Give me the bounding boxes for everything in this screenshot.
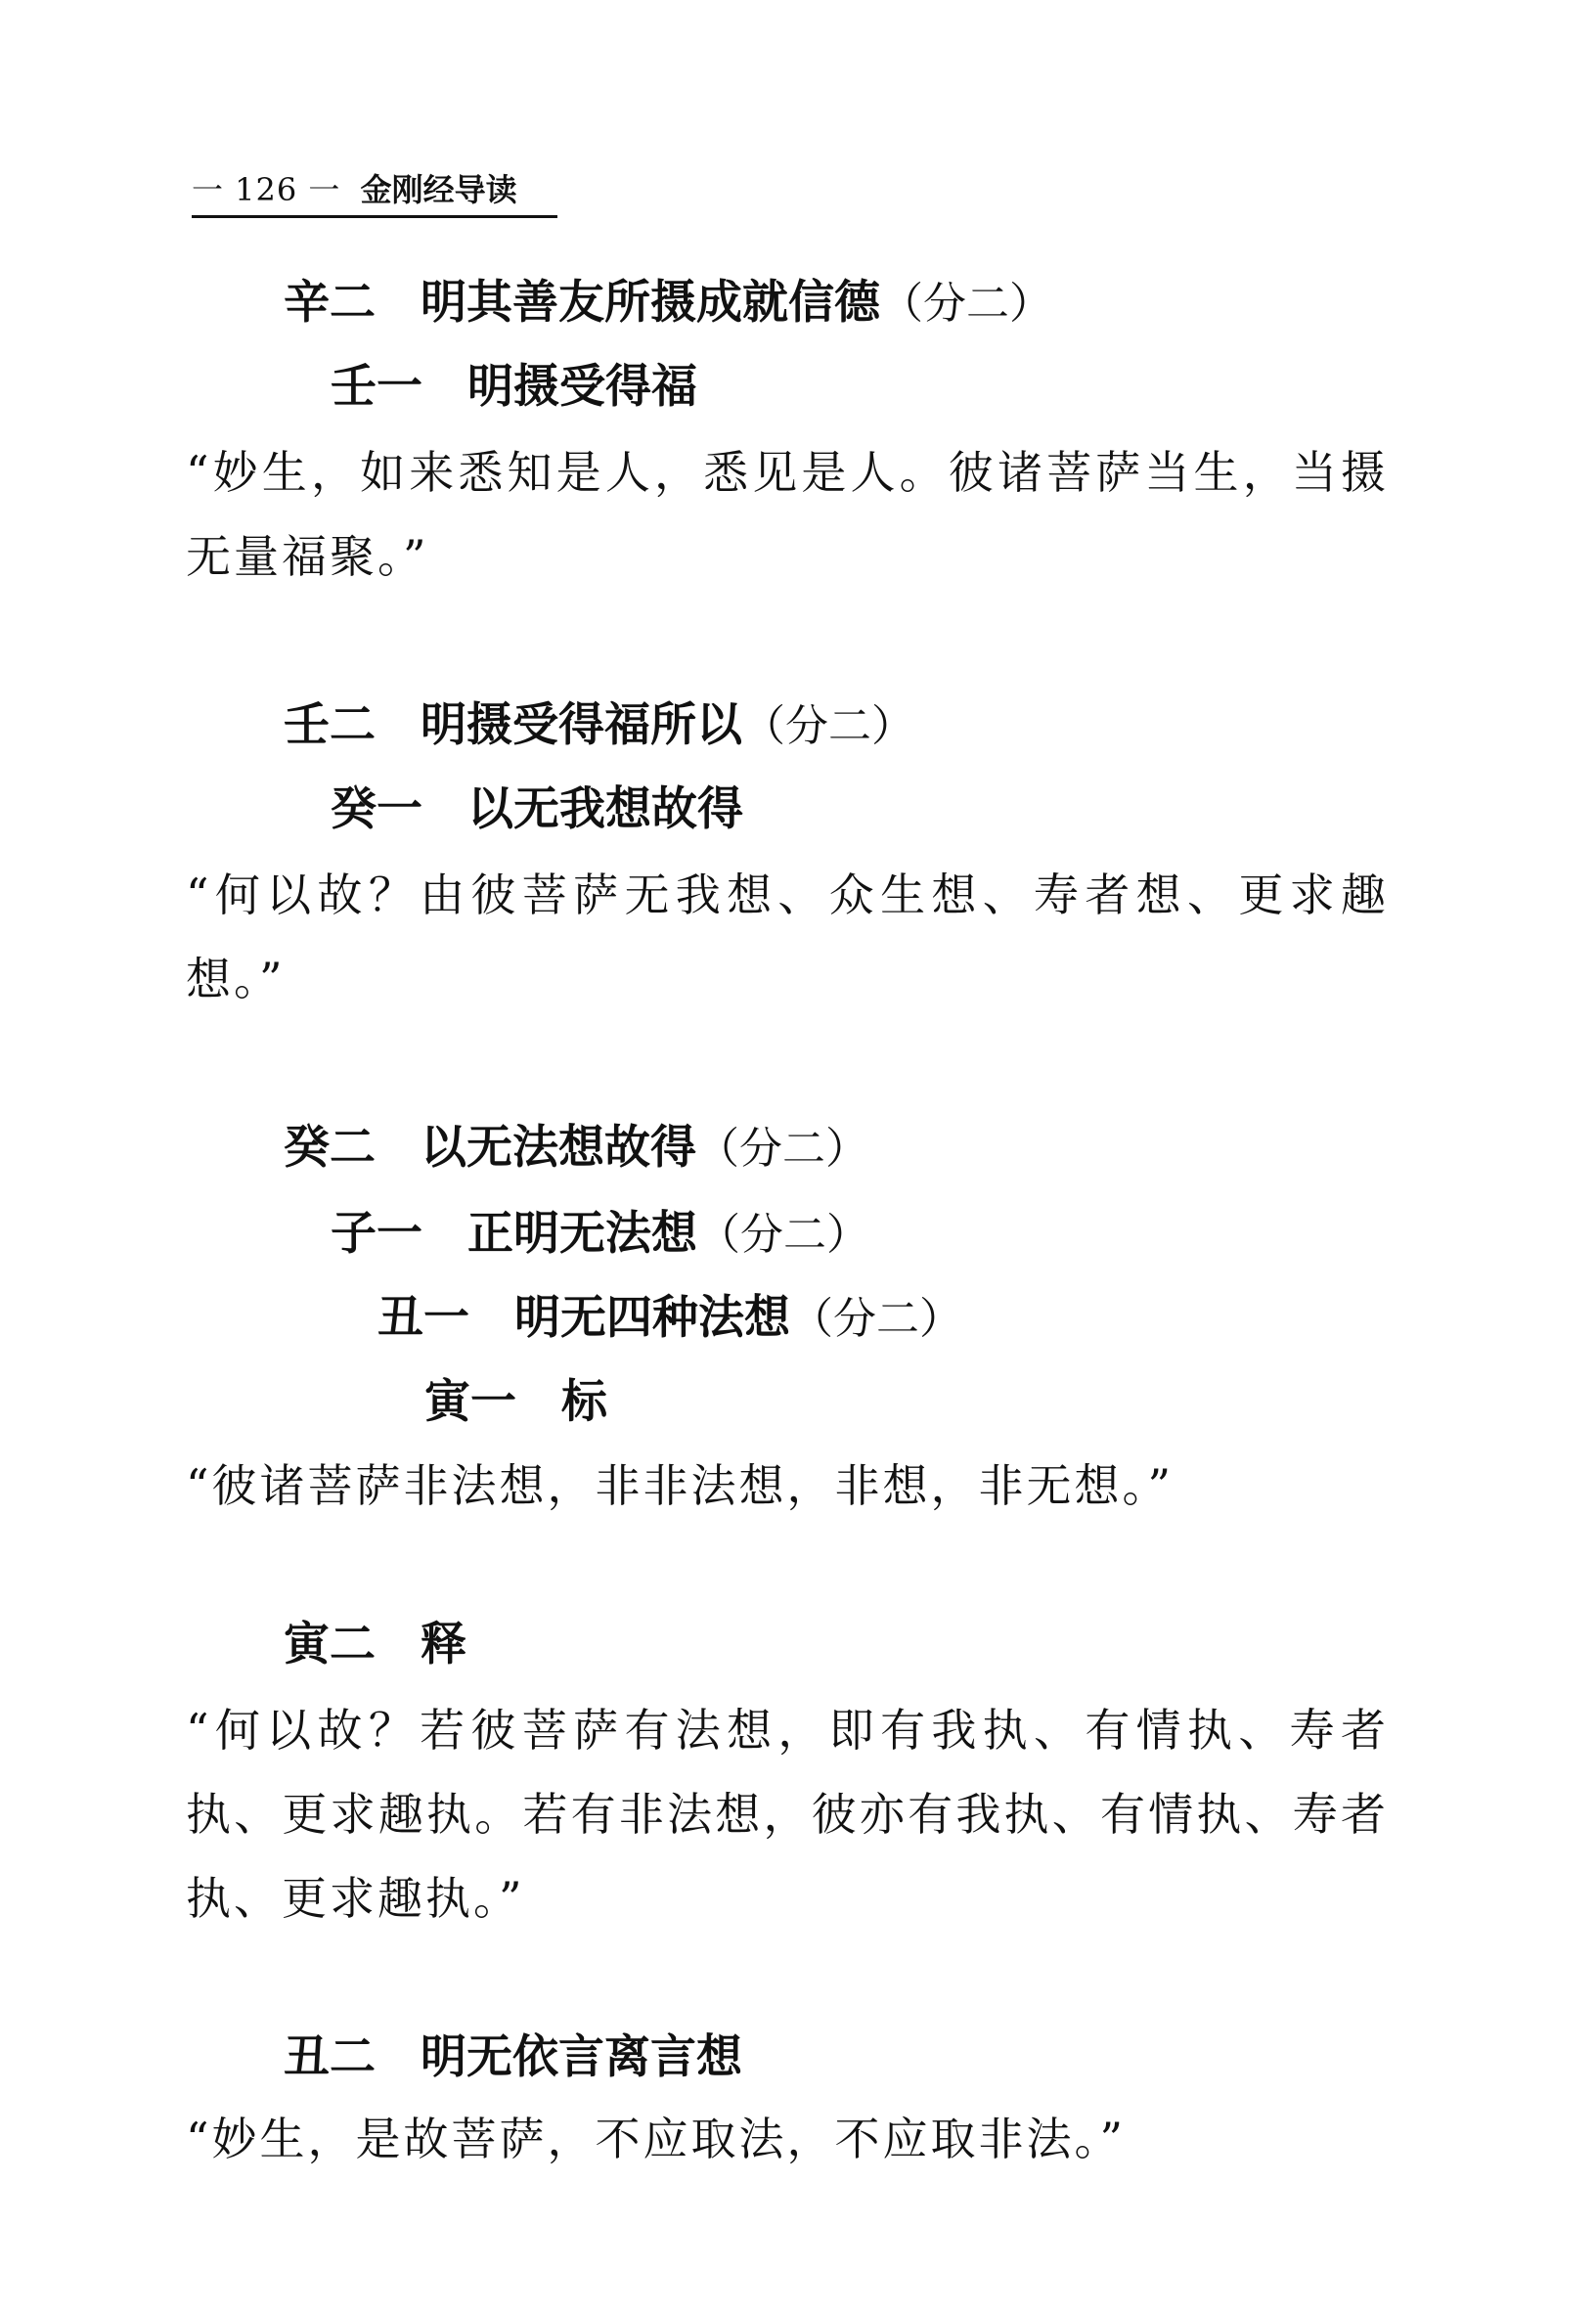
heading-label: 癸二 xyxy=(284,1121,376,1175)
heading-label: 寅二 xyxy=(284,1618,376,1671)
heading-title: 以无我想故得 xyxy=(467,782,743,836)
running-head xyxy=(192,168,557,218)
heading-title: 明其善友所摄成就信德 xyxy=(421,276,880,330)
section-heading xyxy=(331,358,697,417)
section-heading xyxy=(284,696,914,756)
heading-label: 丑二 xyxy=(284,2030,376,2084)
book-title: 金刚经导读 xyxy=(360,171,517,208)
section-heading xyxy=(331,780,743,839)
body-paragraph: “何以故？由彼菩萨无我想、众生想、寿者想、更求趣想。” xyxy=(186,868,1389,1005)
section-heading xyxy=(284,1119,868,1179)
heading-label: 丑一 xyxy=(377,1291,469,1345)
heading-title: 标 xyxy=(561,1375,607,1429)
heading-label: 壬二 xyxy=(284,698,376,752)
page-number: 一 126 一 xyxy=(192,171,341,208)
body-paragraph: “彼诸菩萨非法想，非非法想，非想，非无想。” xyxy=(186,1459,1175,1512)
heading-note: （分二） xyxy=(696,1124,868,1174)
heading-label: 辛二 xyxy=(284,276,376,330)
heading-title: 明无四种法想 xyxy=(514,1291,790,1345)
heading-label: 壬一 xyxy=(331,360,422,414)
section-heading xyxy=(424,1373,607,1432)
heading-title: 正明无法想 xyxy=(467,1207,697,1261)
heading-title: 明摄受得福所以 xyxy=(421,698,742,752)
heading-label: 寅一 xyxy=(424,1375,516,1429)
section-heading xyxy=(331,1205,869,1265)
heading-note: （分二） xyxy=(880,279,1052,329)
body-paragraph: “妙生，是故菩萨，不应取法，不应取非法。” xyxy=(186,2113,1127,2165)
heading-note: （分二） xyxy=(742,701,914,751)
heading-note: （分二） xyxy=(697,1210,869,1260)
heading-title: 释 xyxy=(421,1618,466,1671)
body-paragraph: “何以故？若彼菩萨有法想，即有我执、有情执、寿者执、更求趣执。若有非法想，彼亦有我执、有情执、寿者执、更求趣执。” xyxy=(186,1704,1389,1925)
heading-label: 癸一 xyxy=(331,782,422,836)
heading-title: 明无依言离言想 xyxy=(421,2030,742,2084)
heading-title: 明摄受得福 xyxy=(467,360,697,414)
heading-label: 子一 xyxy=(331,1207,422,1261)
section-heading xyxy=(284,1616,466,1674)
section-heading xyxy=(377,1289,962,1349)
heading-note: （分二） xyxy=(790,1294,962,1344)
section-heading xyxy=(284,2028,742,2087)
section-heading xyxy=(284,274,1052,334)
body-paragraph: “妙生，如来悉知是人，悉见是人。彼诸菩萨当生，当摄无量福聚。” xyxy=(186,446,1389,583)
heading-title: 以无法想故得 xyxy=(421,1121,696,1175)
